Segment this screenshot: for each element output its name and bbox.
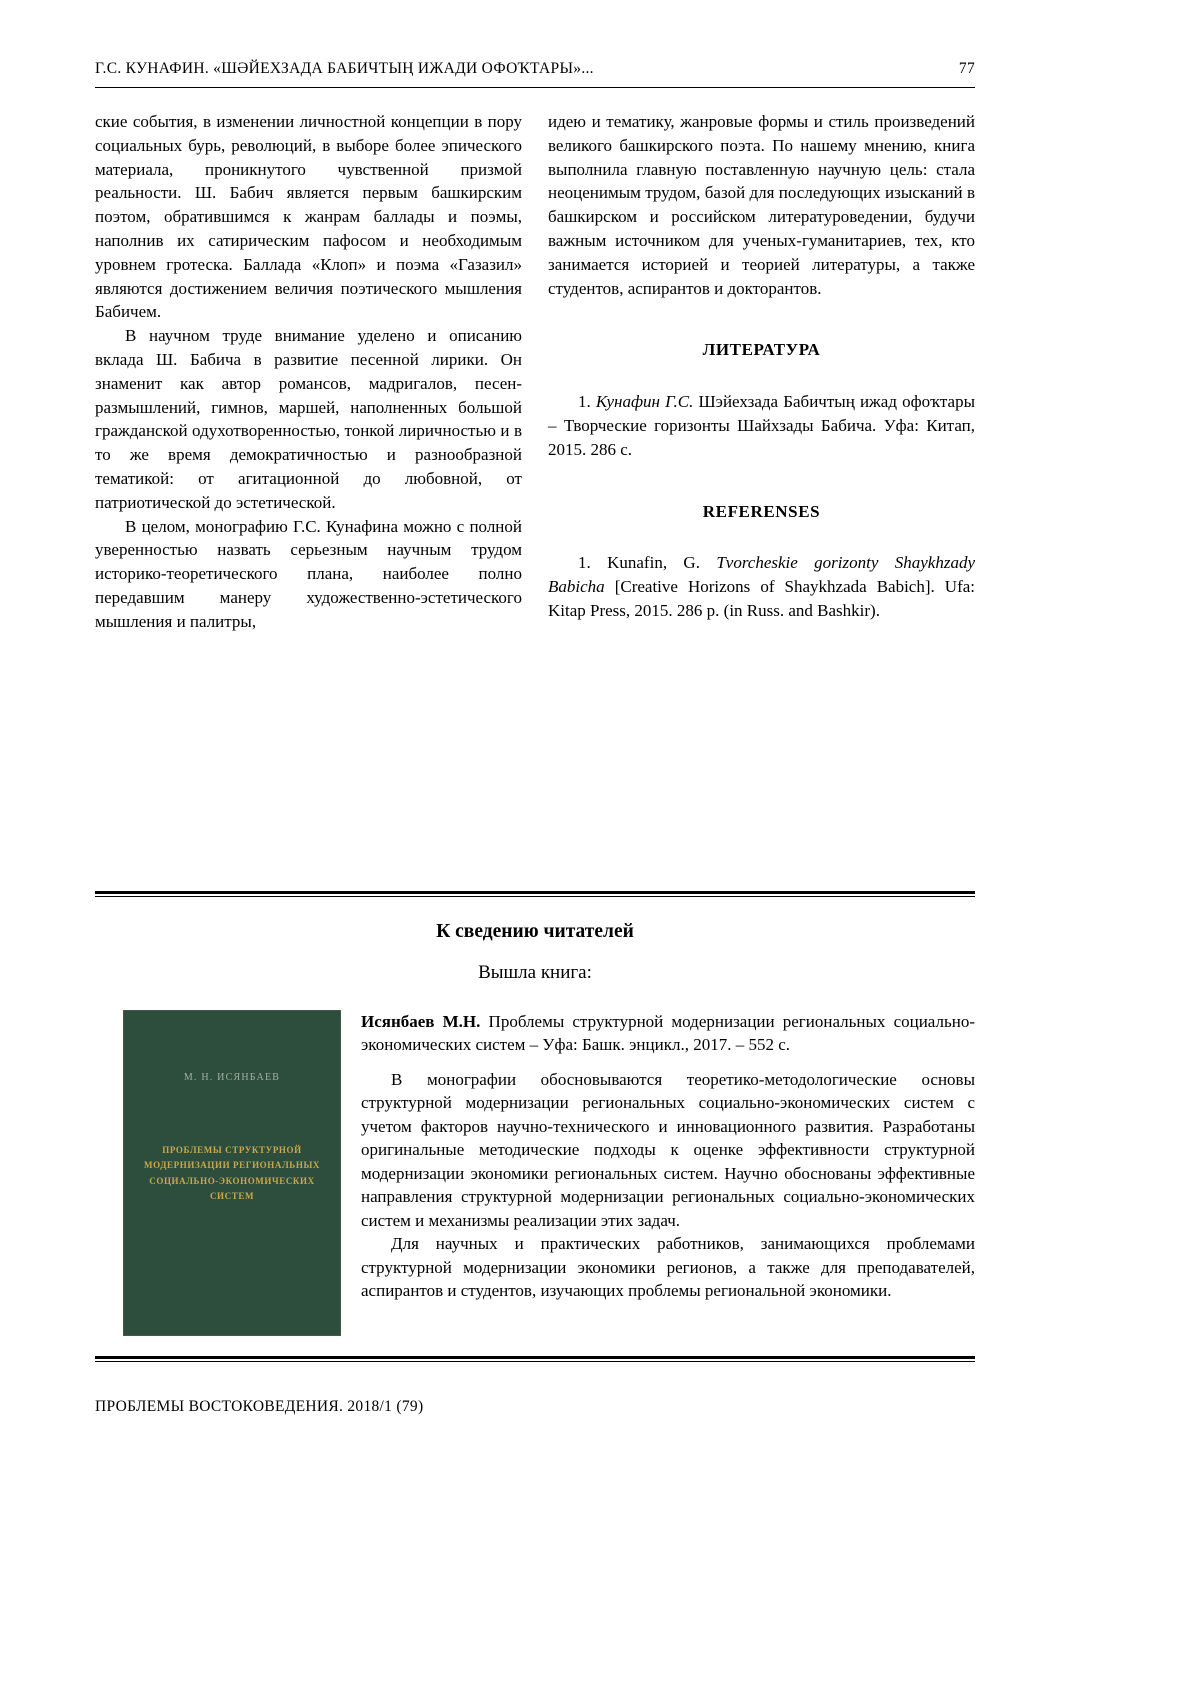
book-citation-rest: Проблемы структурной модернизации региональных социально-экономических систем – Уфа: Башк. энцикл., 2017. – 552 с. — [361, 1012, 975, 1055]
book-citation — [361, 1010, 975, 1057]
left-column — [95, 110, 522, 634]
literatura-item — [548, 390, 975, 461]
book-citation-author: Исянбаев М.Н. — [361, 1012, 481, 1031]
page-content — [95, 0, 975, 1697]
notice-body — [95, 1010, 975, 1336]
literatura-item-number: 1. — [578, 392, 596, 412]
paragraph: В научном труде внимание уделено и описанию вклада Ш. Бабича в развитие песенной лирики. Он знаменит как автор романсов, мадригалов, песен-размышлений, гимнов, маршей, наполненных большой гражданской одухотворенностью, тонкой лиричностью и в то же время демократичностью и разнообразной тематикой: от агитационной до любовной, от патриотической до эстетической. — [95, 326, 522, 512]
literatura-item-author: Кунафин Г.С. — [595, 392, 694, 412]
literatura-item-text: Шэйехзада Бабичтың ижад офоҡтары – Творческие горизонты Шайхзады Бабича. Уфа: Китап, 2015. 286 с. — [548, 392, 975, 459]
notice-subtitle: Вышла книга: — [478, 962, 592, 983]
page-number: 77 — [958, 60, 975, 77]
book-cover-title — [123, 1143, 341, 1204]
book-cover-title-line: МОДЕРНИЗАЦИИ РЕГИОНАЛЬНЫХ — [144, 1160, 320, 1171]
paragraph: ские события, в изменении личностной концепции в пору социальных бурь, революций, в выборе более эпического материала, проникнутого чувственной призмой реальности. Ш. Бабич является первым башкирским поэтом, обратившимся к жанрам баллады и поэмы, наполнив их сатирическим пафосом и необходимым уровнем гротеска. Баллада «Клоп» и поэма «Газазил» являются достижением величия поэтического мышления Бабичем. — [95, 112, 522, 322]
references-item-text: [Creative Horizons of Shaykhzada Babich]. Ufa: Kitap Press, 2015. 286 p. (in Russ. and Bashkir). — [548, 577, 975, 620]
paragraph: В монографии обосновываются теоретико-методологические основы структурной модернизации региональных социально-экономических систем с учетом факторов научно-технического и инновационного развития. Разработаны оригинальные методические подходы к оценке эффективности структурной модернизации экономики региональных систем. Научно обоснованы эффективные направления структурной модернизации региональных социально-экономических систем и механизмы реализации этих задач. — [361, 1069, 975, 1230]
references-item-number: 1. Kunafin, G. — [578, 553, 717, 573]
notice-text — [361, 1010, 975, 1336]
references-heading: REFERENSES — [702, 501, 821, 521]
right-column — [548, 110, 975, 634]
literatura-heading: ЛИТЕРАТУРА — [702, 340, 821, 360]
references-item — [548, 551, 975, 622]
notice-title: К сведению читателей — [436, 921, 634, 942]
paragraph: В целом, монографию Г.С. Кунафина можно с полной уверенностью назвать серьезным научным трудом историко-теоретического плана, наиболее полно передавшим манеру художественно-эстетического мышления и палитры, — [95, 516, 522, 631]
book-cover — [123, 1010, 341, 1336]
journal-footer: ПРОБЛЕМЫ ВОСТОКОВЕДЕНИЯ. 2018/1 (79) — [95, 1398, 424, 1415]
paragraph: идею и тематику, жанровые формы и стиль произведений великого башкирского поэта. По нашему мнению, книга выполнила главную поставленную научную цель: стала неоценимым трудом, базой для последующих изысканий в башкирском и российском литературоведении, будучи важным источником для ученых-гуманитариев, тех, кто занимается историей и теорией литературы, а также студентов, аспирантов и докторантов. — [548, 112, 975, 298]
paragraph: Для научных и практических работников, занимающихся проблемами структурной модернизации экономики регионов, а также для преподавателей, аспирантов и студентов, изучающих проблемы региональной экономики. — [361, 1234, 975, 1300]
running-header — [95, 60, 975, 88]
notice-bottom-rule — [95, 1356, 975, 1362]
book-cover-title-line: ПРОБЛЕМЫ СТРУКТУРНОЙ — [162, 1145, 302, 1155]
running-title: Г.С. КУНАФИН. «ШӘЙЕХЗАДА БАБИЧТЫҢ ИЖАДИ ОФОҠТАРЫ»... — [95, 60, 594, 77]
book-cover-title-line: СОЦИАЛЬНО-ЭКОНОМИЧЕСКИХ СИСТЕМ — [149, 1175, 315, 1201]
notice-top-rule — [95, 891, 975, 897]
article-columns — [95, 110, 975, 634]
references-item-title: Tvorcheskie gorizonty Shaykhzady Babicha — [548, 553, 976, 597]
book-cover-author: М. Н. ИСЯНБАЕВ — [183, 1072, 281, 1083]
